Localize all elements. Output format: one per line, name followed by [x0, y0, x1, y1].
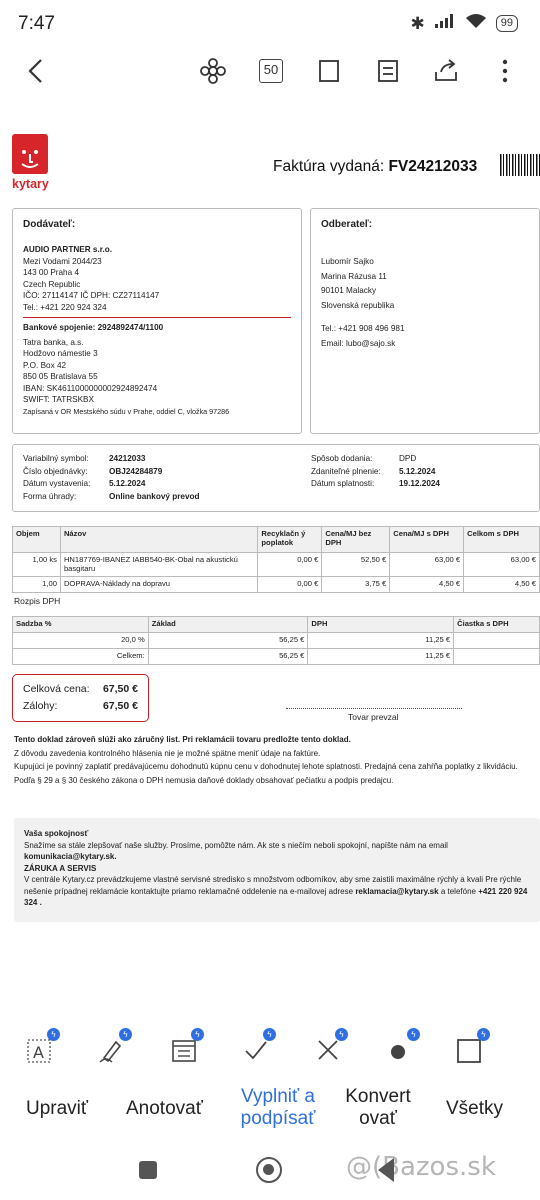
bottom-tabs: [0, 1080, 540, 1138]
info-value: Online bankový prevod: [109, 491, 200, 501]
column-header: Názov: [60, 527, 257, 553]
column-header: Základ: [148, 617, 308, 633]
bank-line: IBAN: SK4611000000002924892474: [23, 383, 158, 393]
vat-title: Rozpis DPH: [14, 596, 61, 606]
info-label: Forma úhrady:: [23, 491, 77, 501]
bluetooth-icon: ✱: [410, 13, 425, 33]
annotation-toolbar: [0, 1028, 540, 1076]
battery-icon: 99: [496, 15, 518, 32]
info-value: 19.12.2024: [399, 479, 440, 488]
tab-convert[interactable]: Konvert ovať: [345, 1086, 411, 1129]
notes-bold: Tento doklad zároveň slúži ako záručný list. Pri reklamácii tovaru predložte tento doklad.: [14, 735, 351, 744]
customer-heading: Odberateľ:: [321, 219, 373, 230]
warranty-phone: +421 220 924 324 .: [24, 886, 528, 907]
items-table: [12, 526, 540, 593]
back-arrow-icon[interactable]: [20, 56, 50, 86]
total-value: 67,50 €: [102, 683, 138, 695]
signal-icon: [434, 13, 456, 34]
bank-line: 850 05 Bratislava 55: [23, 372, 98, 381]
info-value: 5.12.2024: [109, 479, 146, 488]
invoice-label: Faktúra vydaná:: [273, 158, 385, 175]
signature-line: [286, 708, 462, 709]
table-cell: 63,00 €: [464, 553, 540, 577]
info-value: OBJ24284879: [109, 466, 163, 476]
table-cell: DOPRAVA-Náklady na dopravu: [60, 577, 257, 593]
totals-box: [12, 674, 149, 722]
satisfaction-heading: Vaša spokojnosť: [24, 829, 89, 838]
column-header: Sadzba %: [13, 617, 149, 633]
cross-mark-icon[interactable]: [314, 1030, 344, 1064]
bolt-icon: ϟ: [407, 1028, 420, 1041]
supplier-line: IČO: 27114147 IČ DPH: CZ27114147: [23, 291, 160, 300]
bank-line: SWIFT: TATRSKBX: [23, 395, 94, 404]
info-label: Číslo objednávky:: [23, 466, 88, 476]
supplier-line: Tel.: +421 220 924 324: [23, 302, 291, 319]
bolt-icon: ϟ: [47, 1028, 60, 1041]
register-note: Zapísaná v OR Mestského súdu v Prahe, oddiel C, vložka 97286: [23, 406, 230, 416]
warranty-email: reklamacia@kytary.sk: [355, 886, 439, 896]
table-header-row: [13, 617, 540, 633]
bank-line: P.O. Box 42: [23, 360, 67, 370]
barcode: [500, 154, 540, 176]
column-header: Čiastka s DPH: [454, 617, 540, 633]
warranty-text-phone: a telefóne: [440, 886, 476, 896]
dot-icon[interactable]: [386, 1030, 416, 1064]
tab-edit[interactable]: Upraviť: [26, 1098, 89, 1119]
notes: [14, 734, 540, 786]
info-label: Spôsob dodania:: [311, 454, 373, 463]
satisfaction-email: komunikacia@kytary.sk.: [24, 852, 117, 861]
table-cell: 1,00 ks: [13, 553, 61, 577]
invoice-document: [0, 104, 540, 1020]
info-value: 24212033: [109, 454, 146, 463]
info-label: Dátum vystavenia:: [23, 479, 91, 488]
bolt-icon: ϟ: [191, 1028, 204, 1041]
bolt-icon: ϟ: [477, 1028, 490, 1041]
notes-line: Podľa § 29 a § 30 českého zákona o DPH nemusia daňové doklady obsahovať pečiatku a podpis predajcu.: [14, 775, 394, 785]
info-right: [311, 453, 531, 490]
view-mode-icon[interactable]: [373, 56, 403, 86]
table-row: [13, 577, 540, 593]
supplier-heading: Dodávateľ:: [23, 219, 76, 230]
total-label: Celková cena:: [23, 683, 90, 695]
bank-line: Hodžovo námestie 3: [23, 349, 98, 358]
status-icons: [411, 13, 519, 34]
table-cell: 63,00 €: [390, 553, 464, 577]
bolt-icon: ϟ: [335, 1028, 348, 1041]
table-row: [13, 649, 540, 665]
bolt-icon: ϟ: [263, 1028, 276, 1041]
notes-line: Kupujúci je povinný zaplatiť predávajúcemu dohodnutú kúpnu cenu v dohodnutej lehote splatnosti. Predajná cena zahŕňa poplatky z likvidáciu.: [14, 762, 518, 771]
supplier-line: 143 00 Praha 4: [23, 268, 79, 277]
customer-box: [310, 208, 540, 434]
share-icon[interactable]: [432, 56, 462, 86]
satisfaction-box: [14, 818, 540, 922]
table-cell: [454, 633, 540, 649]
column-header: Objem: [13, 527, 61, 553]
table-header-row: [13, 527, 540, 553]
page-count-button[interactable]: [256, 56, 286, 86]
customer-line: Slovenská republika: [321, 300, 395, 310]
table-cell: 3,75 €: [322, 577, 390, 593]
info-value: DPD: [399, 454, 417, 463]
table-cell: HN187769-IBANEZ IABB540-BK-Obal na akustickú basgitaru: [60, 553, 257, 577]
pen-tool-icon[interactable]: [98, 1030, 128, 1064]
table-cell: Celkem:: [13, 649, 149, 665]
page-count: 50: [259, 59, 283, 83]
kytary-logo: [12, 134, 52, 202]
info-box: [12, 444, 540, 512]
table-cell: 4,50 €: [390, 577, 464, 593]
customer-line: 90101 Malacky: [321, 286, 377, 295]
table-cell: 52,50 €: [322, 553, 390, 577]
invoice-number: FV24212033: [388, 158, 478, 175]
table-cell: 4,50 €: [464, 577, 540, 593]
info-left: [23, 453, 293, 502]
supplier-line: Czech Republic: [23, 279, 81, 289]
flower-icon[interactable]: [198, 56, 228, 86]
column-header: Recyklačn ý poplatok: [258, 527, 322, 553]
checkmark-icon[interactable]: [242, 1030, 272, 1064]
customer-line: Marina Rázusa 11: [321, 271, 387, 281]
tab-all[interactable]: Všetky: [446, 1098, 504, 1119]
top-toolbar: [0, 46, 540, 98]
advance-label: Zálohy:: [23, 700, 58, 712]
supplier-line: Mezi Vodami 2044/23: [23, 256, 102, 266]
info-label: Variabilný symbol:: [23, 454, 89, 463]
column-header: DPH: [308, 617, 454, 633]
table-cell: 11,25 €: [308, 649, 454, 665]
date-stamp-icon[interactable]: [170, 1030, 200, 1064]
supplier-name: AUDIO PARTNER s.r.o.: [23, 245, 113, 254]
navigation-bar: [0, 1140, 540, 1200]
table-cell: 0,00 €: [258, 553, 322, 577]
wifi-icon: [465, 13, 487, 34]
table-cell: [454, 649, 540, 665]
bolt-icon: ϟ: [119, 1028, 132, 1041]
tab-fill-sign[interactable]: Vyplniť a podpísať: [240, 1086, 316, 1129]
status-bar: [0, 0, 540, 46]
rectangle-icon[interactable]: [456, 1030, 486, 1064]
notes-line: Z dôvodu zavedenia kontrolného hlásenia nie je možné spätne meniť údaje na faktúre.: [14, 748, 321, 758]
text-box-tool[interactable]: [26, 1030, 56, 1064]
supplier-box: [12, 208, 302, 434]
advance-value: 67,50 €: [102, 700, 138, 712]
table-cell: 0,00 €: [258, 577, 322, 593]
fit-page-icon[interactable]: [314, 56, 344, 86]
vat-table: [12, 616, 540, 665]
warranty-heading: ZÁRUKA A SERVIS: [24, 863, 97, 873]
table-row: [13, 553, 540, 577]
home-button[interactable]: [256, 1157, 282, 1183]
logo-text: kytary: [12, 177, 49, 191]
recents-button[interactable]: [139, 1161, 157, 1179]
bank-line: Tatra banka, a.s.: [23, 337, 84, 347]
invoice-title: [273, 158, 477, 176]
table-row: [13, 633, 540, 649]
customer-phone: Tel.: +421 908 496 981: [321, 324, 405, 333]
info-label: Zdaniteľné plnenie:: [311, 466, 381, 476]
bank-label: Bankové spojenie: 2924892474/1100: [23, 323, 164, 332]
customer-email: Email: lubo@sajo.sk: [321, 338, 396, 348]
svg-text:A: A: [33, 1043, 44, 1062]
watermark: @(Bazos.sk: [346, 1152, 496, 1182]
signature-label: Tovar prevzal: [348, 712, 399, 722]
column-header: Cena/MJ bez DPH: [322, 527, 390, 553]
customer-line: Lubomír Sajko: [321, 257, 374, 266]
more-options-icon[interactable]: [490, 56, 520, 86]
table-cell: 1,00: [13, 577, 61, 593]
column-header: Celkom s DPH: [464, 527, 540, 553]
table-cell: 56,25 €: [148, 633, 308, 649]
table-cell: 11,25 €: [308, 633, 454, 649]
satisfaction-text: Snažíme sa stále zlepšovať naše služby. Prosíme, pomôžte nám. Ak ste s niečím neboli spokojní, napíšte nám na email: [24, 840, 448, 850]
back-button[interactable]: [378, 1158, 394, 1182]
column-header: Cena/MJ s DPH: [390, 527, 464, 553]
clock: 7:47: [18, 13, 55, 34]
warranty-text: V centrále Kytary.cz prevádzkujeme vlastné servisné stredisko s množstvom odborníkov, aby sme zaistili maximálne rýchly a kvali Pre rýchle nešenie prípadnej reklamácie kontaktujte priamo reklamačné oddelenie na e-mailovej adrese: [24, 875, 522, 896]
info-value: 5.12.2024: [399, 466, 436, 476]
tab-annotate[interactable]: Anotovať: [126, 1098, 203, 1119]
table-cell: 56,25 €: [148, 649, 308, 665]
table-cell: 20,0 %: [13, 633, 149, 649]
info-label: Dátum splatnosti:: [311, 479, 375, 488]
